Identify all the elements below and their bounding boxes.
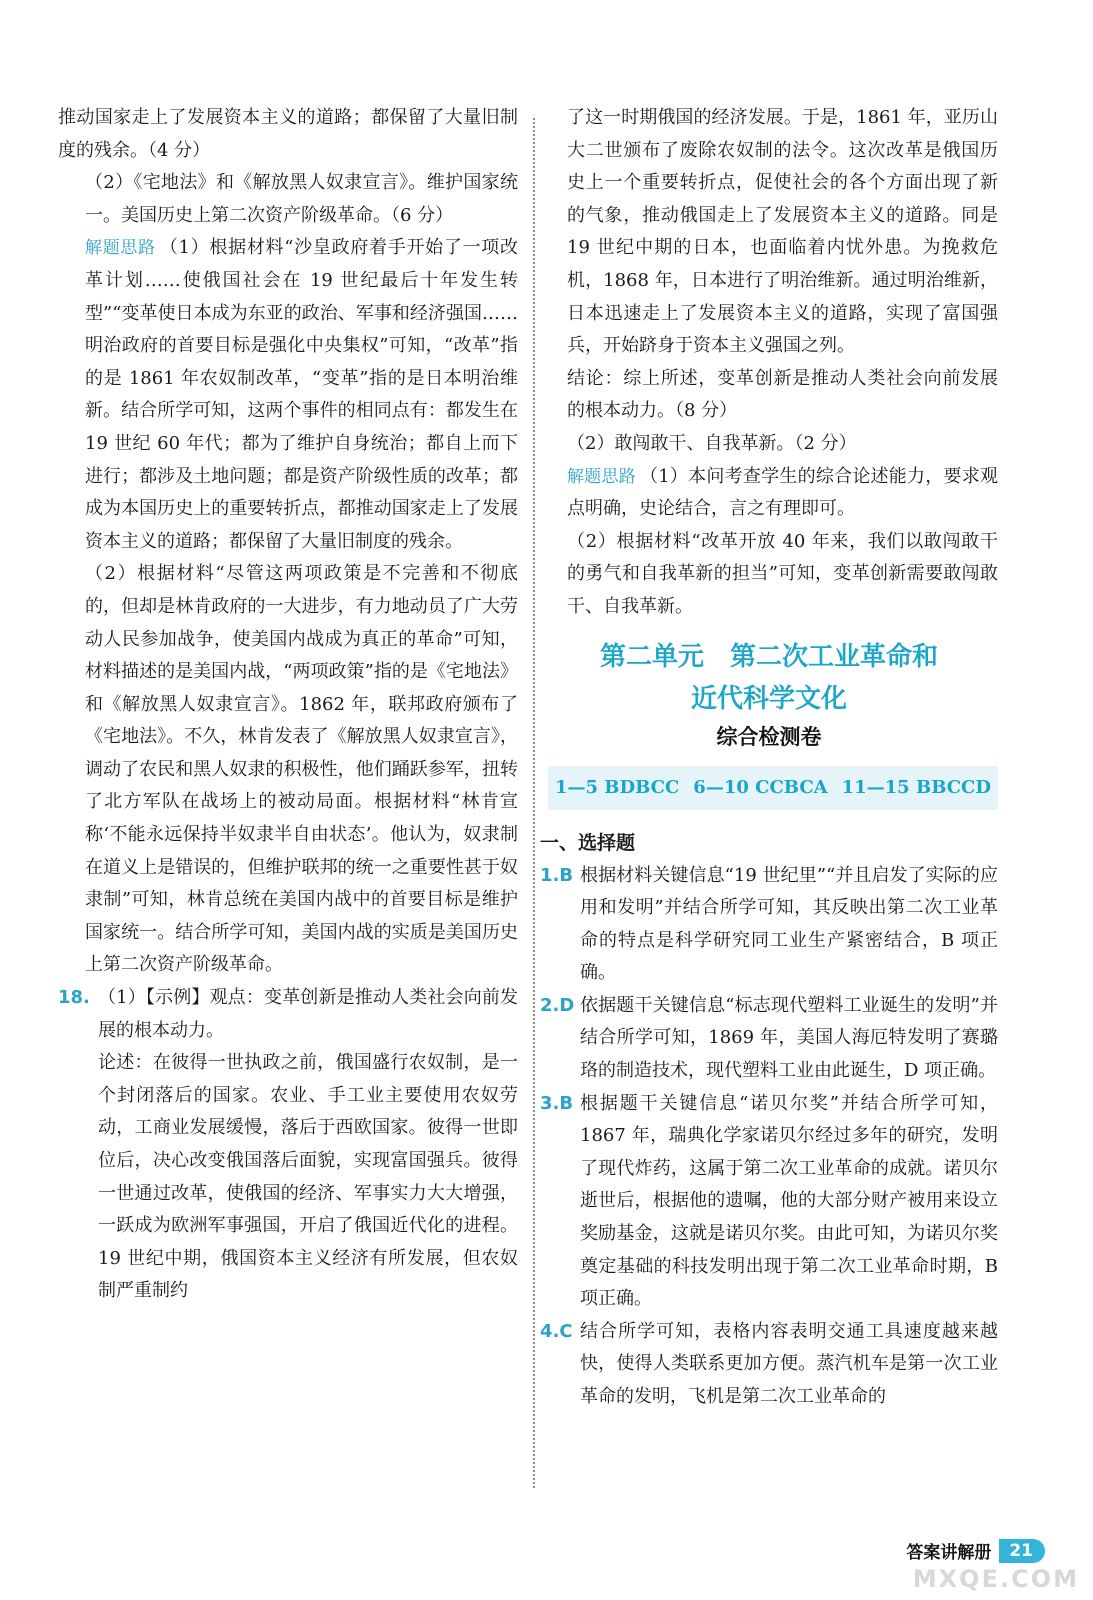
question-number: 18. [58, 987, 90, 1009]
item-answer: B [559, 1092, 574, 1114]
item-number: 3. [540, 1092, 560, 1114]
answer-group: 1—5 BDBCC [554, 777, 680, 798]
item-number: 4. [540, 1320, 560, 1342]
answer-group: 11—15 BBCCD [841, 777, 991, 798]
watermark: MXQE.COM [912, 1565, 1079, 1593]
right-para-2: 结论：综上所述，变革创新是推动人类社会向前发展的根本动力。（8 分） [567, 367, 998, 422]
left-para-4: （2）根据材料“尽管这两项政策是不完善和不彻底的，但却是林肯政府的一大进步，有力地动员了广大劳动人民参加战争，使美国内战成为真正的革命”可知，材料描述的是美国内战，“两项政策”指的是《宅地法》和《解放黑人奴隶宣言》。1862 年，联邦政府颁布了《宅地法》。不久，林肯发表了《解放黑人奴隶宣言》，调动了农民和黑人奴隶的积极性，他们踊跃参军，扭转了北方军队在战场上的被动局面。根据材料“林肯宣称‘不能永远保持半奴隶半自由状态’。他认为，奴隶制在道义上是错误的，但维护联邦的统一之重要性甚于奴隶制”可知，林肯总统在美国内战中的首要目标是维护国家统一。结合所学可知，美国内战的实质是美国历史上第二次资产阶级革命。 [85, 563, 518, 976]
item-number: 2. [540, 994, 560, 1016]
item-text: 依据题干关键信息“标志现代塑料工业诞生的发明”并结合所学可知，1869 年，美国人海厄特发明了赛璐珞的制造技术，现代塑料工业由此诞生，D 项正确。 [580, 994, 998, 1082]
right-para-3: （2）敢闯敢干、自我革新。（2 分） [567, 432, 857, 454]
unit-title: 第二单元 第二次工业革命和 [599, 641, 938, 672]
item-answer: B [559, 864, 574, 886]
page-footer [906, 1538, 1045, 1563]
right-para-1: 了这一时期俄国的经济发展。于是，1861 年，亚历山大二世颁布了废除农奴制的法令。这次改革是俄国历史上一个重要转折点，促使社会的各个方面出现了新的气象，推动俄国走上了发展资本主义的道路。同是 19 世纪中期的日本，也面临着内忧外患。为挽救危机，1868 年，日本进行了明治维新。通过明治维新，日本迅速走上了发展资本主义的道路，实现了富国强兵，开始跻身于资本主义强国之列。 [567, 107, 998, 357]
solution-tag: 解题思路 [567, 466, 636, 487]
right-column [540, 102, 998, 1414]
unit-title-line2: 近代科学文化 [690, 683, 847, 714]
left-para-3 [58, 232, 518, 558]
page-number: 21 [999, 1539, 1045, 1563]
item-text: 根据题干关键信息“诺贝尔奖”并结合所学可知，1867 年，瑞典化学家诺贝尔经过多年的研究，发明了现代炸药，这属于第二次工业革命的成就。诺贝尔逝世后，根据他的遗嘱，他的大部分财产被用来设立奖励基金，这就是诺贝尔奖。由此可知，为诺贝尔奖奠定基础的科技发明出现于第二次工业革命时期，B 项正确。 [580, 1092, 998, 1310]
item-2 [540, 990, 998, 1088]
right-para-4-text: （1）本问考查学生的综合论述能力，要求观点明确，史论结合，言之有理即可。 [567, 465, 999, 520]
test-title: 综合检测卷 [716, 724, 822, 749]
solution-tag: 解题思路 [85, 238, 156, 259]
right-para-5: （2）根据材料“改革开放 40 年来，我们以敢闯敢干的勇气和自我革新的担当”可知，变革创新需要敢闯敢干、自我革新。 [567, 530, 998, 617]
left-para-2: （2）《宅地法》和《解放黑人奴隶宣言》。维护国家统一。美国历史上第二次资产阶级革命。（6 分） [85, 172, 518, 226]
answer-key-band [548, 766, 998, 810]
item-3 [540, 1088, 998, 1316]
column-divider [533, 118, 535, 1488]
right-para-4 [540, 461, 998, 526]
item-4 [540, 1316, 998, 1414]
left-para-3-text: （1）根据材料“沙皇政府着手开始了一项改革计划……使俄国社会在 19 世纪最后十年发生转型”“变革使日本成为东亚的政治、军事和经济强国……明治政府的首要目标是强化中央集权”可知，“改革”指的是 1861 年农奴制改革，“变革”指的是日本明治维新。结合所学可知，这两个事件的相同点有：都发生在 19 世纪 60 年代；都为了维护自身统治；都自上而下进行；都涉及土地问题；都是资产阶级性质的改革；都成为本国历史上的重要转折点，都推动国家走上了发展资本主义的道路；都保留了大量旧制度的残余。 [85, 237, 518, 552]
item-answer: C [559, 1320, 573, 1342]
item-1 [540, 860, 998, 990]
footer-label: 答案讲解册 [906, 1543, 992, 1563]
section-heading: 一、选择题 [540, 831, 636, 854]
item-answer: D [559, 994, 575, 1016]
left-para-1: 推动国家走上了发展资本主义的道路；都保留了大量旧制度的残余。（4 分） [58, 107, 518, 161]
question-18 [58, 982, 518, 1308]
q18-first: （1）【示例】观点：变革创新是推动人类社会向前发展的根本动力。 [98, 987, 518, 1041]
left-column [58, 102, 518, 1308]
answer-group: 6—10 CCBCA [693, 777, 828, 798]
q18-body: 论述：在彼得一世执政之前，俄国盛行农奴制，是一个封闭落后的国家。农业、手工业主要使用农奴劳动，工商业发展缓慢，落后于西欧国家。彼得一世即位后，决心改变俄国落后面貌，实现富国强兵。彼得一世通过改革，使俄国的经济、军事实力大大增强，一跃成为欧洲军事强国，开启了俄国近代化的进程。19 世纪中期，俄国资本主义经济有所发展，但农奴制严重制约 [98, 1052, 518, 1302]
item-number: 1. [540, 864, 560, 886]
item-text: 结合所学可知，表格内容表明交通工具速度越来越快，使得人类联系更加方便。蒸汽机车是第一次工业革命的发明，飞机是第二次工业革命的 [580, 1320, 998, 1407]
item-text: 根据材料关键信息“19 世纪里”“并且启发了实际的应用和发明”并结合所学可知，其反映出第二次工业革命的特点是科学研究同工业生产紧密结合，B 项正确。 [580, 864, 998, 984]
